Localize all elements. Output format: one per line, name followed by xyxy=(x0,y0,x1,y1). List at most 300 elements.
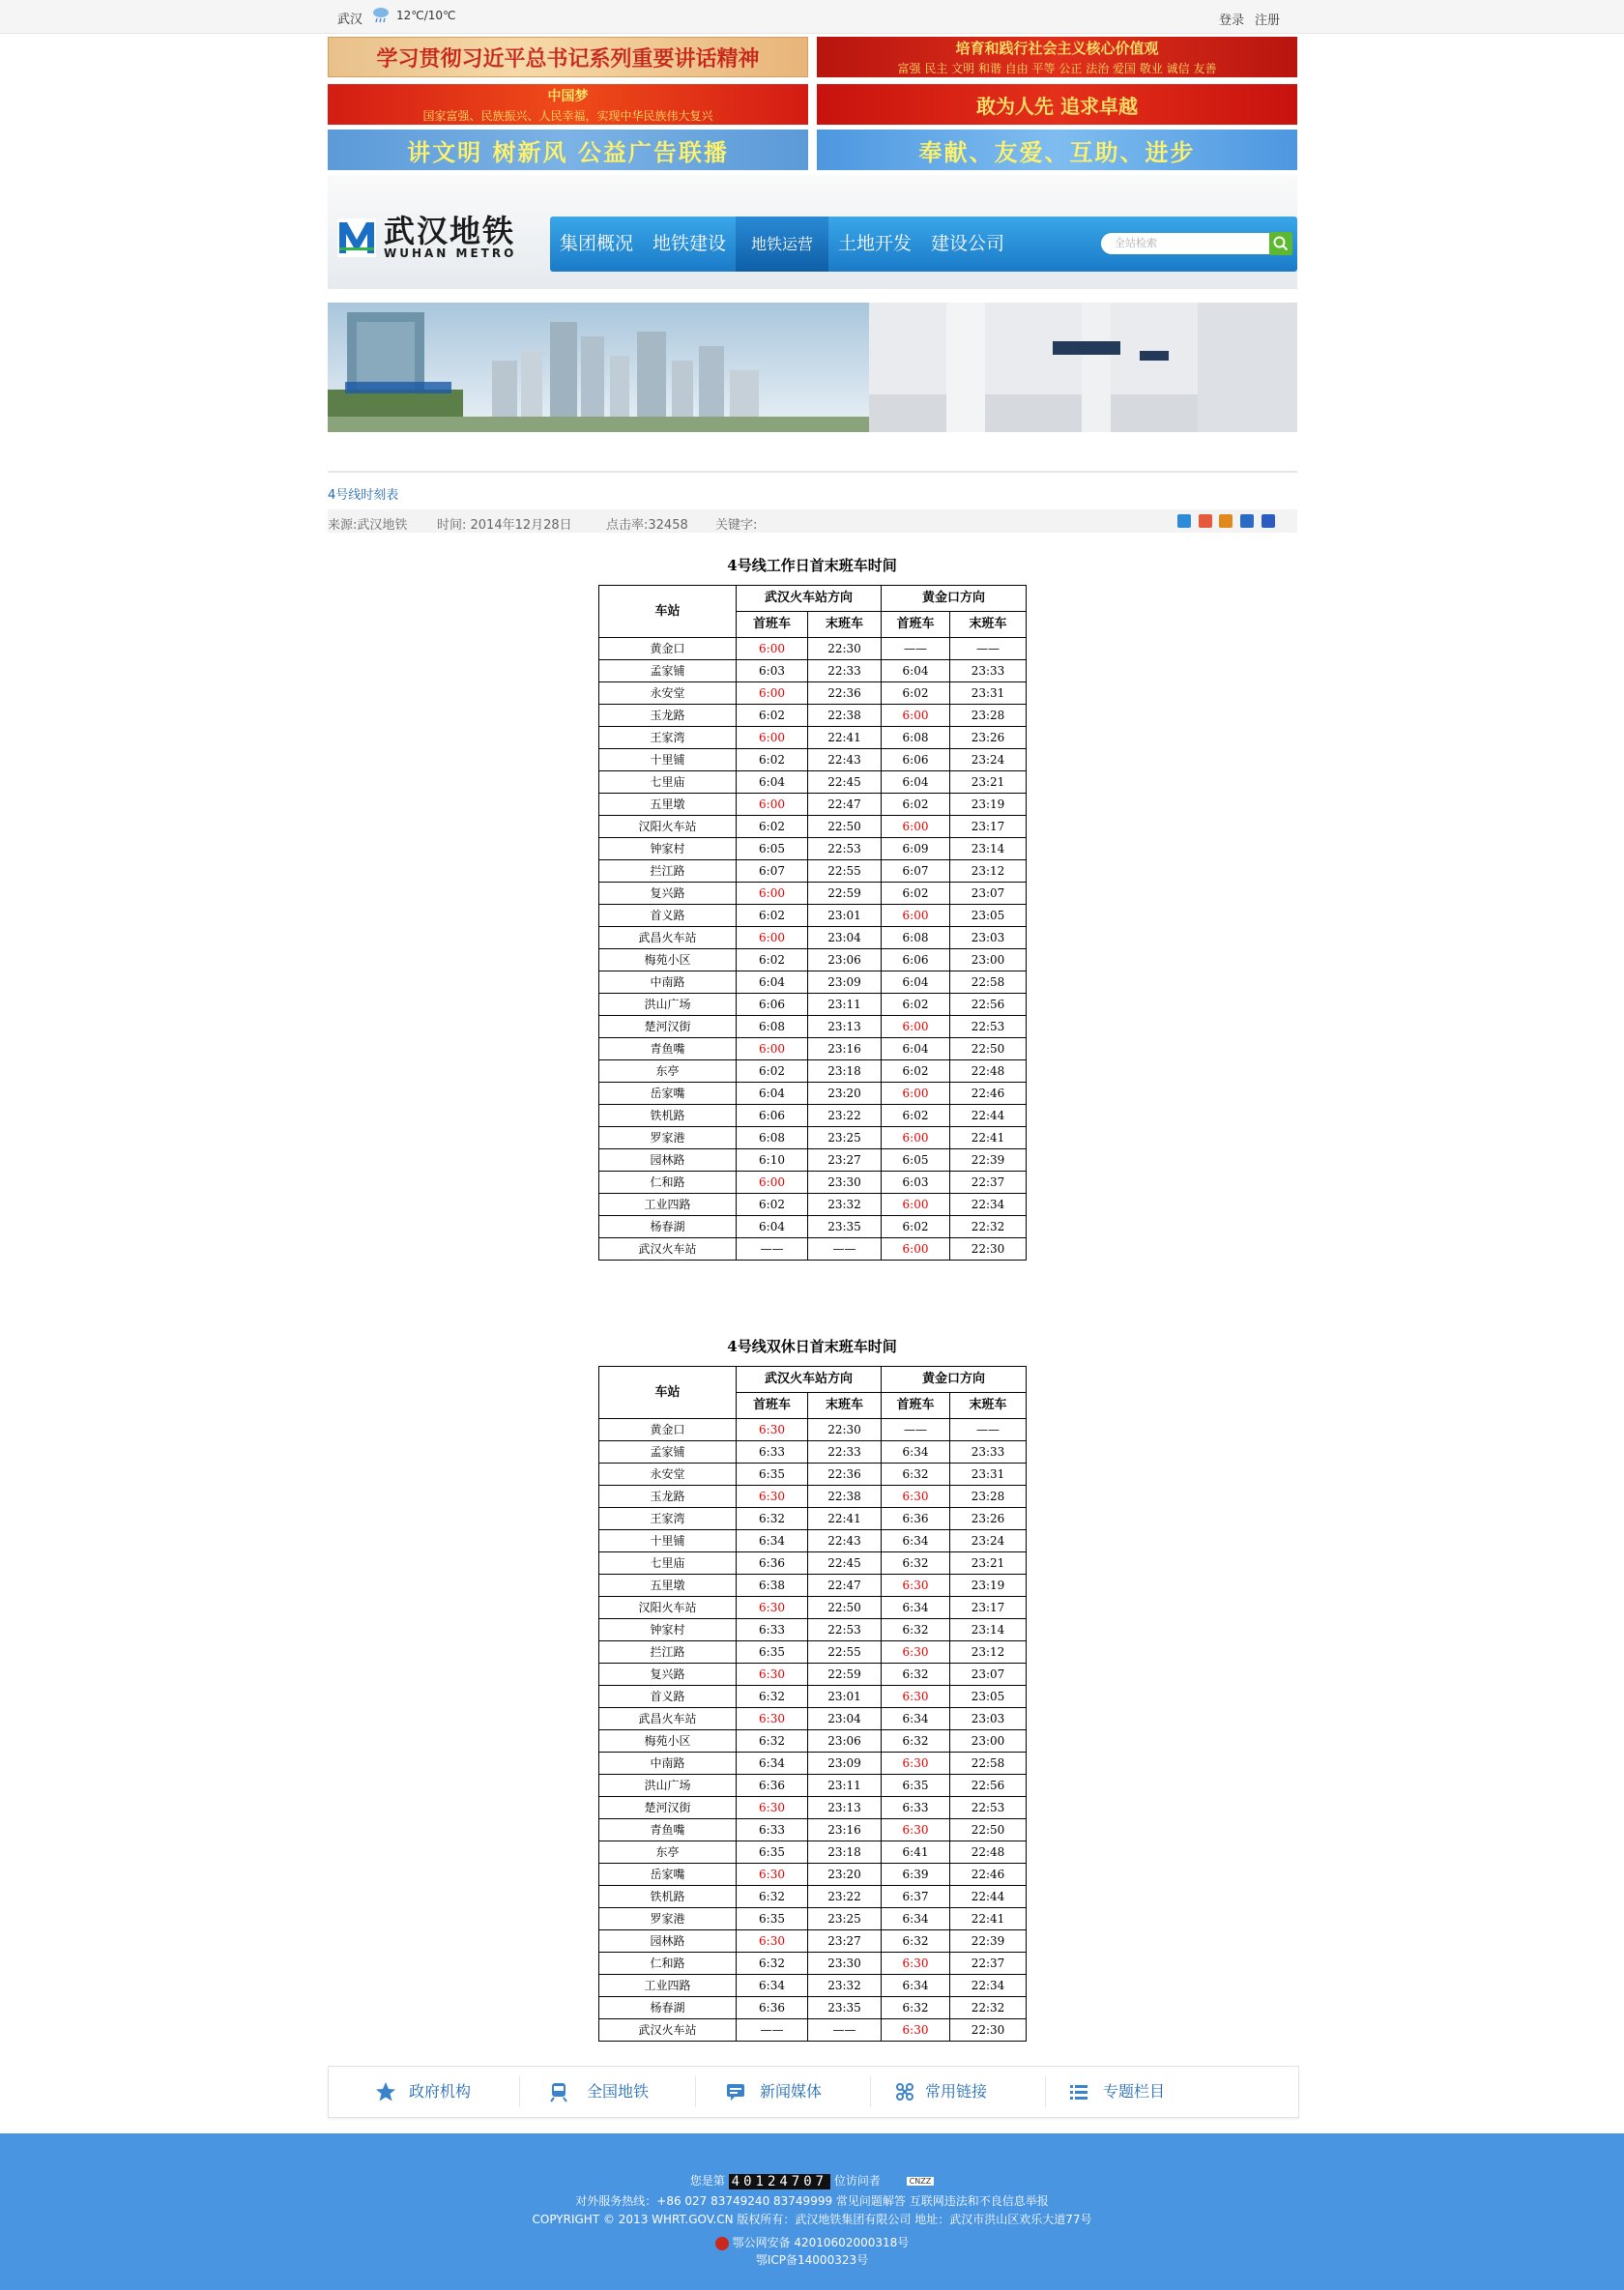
time-cell: 6:02 xyxy=(882,1105,950,1127)
table-row xyxy=(599,994,1027,1016)
time-cell: 22:44 xyxy=(950,1886,1027,1908)
time-cell: 6:34 xyxy=(882,1597,950,1619)
table-row xyxy=(599,1038,1027,1060)
site-logo[interactable] xyxy=(337,213,517,260)
bottom-nav-government[interactable]: 政府机构 xyxy=(409,2082,472,2101)
time-cell: 22:44 xyxy=(950,1105,1027,1127)
time-cell: —— xyxy=(737,1238,808,1261)
first-train-header: 首班车 xyxy=(882,612,950,638)
station-name-cell: 岳家嘴 xyxy=(599,1083,737,1105)
time-cell: 6:33 xyxy=(882,1797,950,1819)
dir-wuhan-station-header: 武汉火车站方向 xyxy=(737,1367,882,1393)
station-name-cell: 复兴路 xyxy=(599,1664,737,1686)
time-cell: 6:02 xyxy=(737,949,808,971)
time-cell: 6:03 xyxy=(737,660,808,682)
time-cell: —— xyxy=(950,638,1027,660)
time-cell: 6:30 xyxy=(882,1575,950,1597)
time-cell: 23:31 xyxy=(950,682,1027,705)
station-name-cell: 罗家港 xyxy=(599,1127,737,1149)
station-name-cell: 汉阳火车站 xyxy=(599,1597,737,1619)
time-cell: 6:02 xyxy=(882,1060,950,1083)
time-cell: 22:30 xyxy=(950,1238,1027,1261)
police-badge-icon xyxy=(715,2237,729,2250)
bottom-nav-special-topics[interactable]: 专题栏目 xyxy=(1103,2082,1166,2101)
time-cell: 22:39 xyxy=(950,1930,1027,1953)
time-cell: 22:38 xyxy=(808,705,882,727)
time-cell: 22:36 xyxy=(808,1464,882,1486)
time-cell: 23:17 xyxy=(950,816,1027,838)
table-row xyxy=(599,1172,1027,1194)
time-cell: 6:00 xyxy=(882,1194,950,1216)
share-qzone-icon[interactable] xyxy=(1177,514,1191,528)
time-cell: 22:41 xyxy=(950,1127,1027,1149)
table-row xyxy=(599,1797,1027,1819)
table-row xyxy=(599,1149,1027,1172)
time-cell: 23:16 xyxy=(808,1038,882,1060)
table-row xyxy=(599,1508,1027,1530)
station-name-cell: 洪山广场 xyxy=(599,1775,737,1797)
table-row xyxy=(599,1060,1027,1083)
station-name-cell: 武汉火车站 xyxy=(599,1238,737,1261)
table-row xyxy=(599,682,1027,705)
time-cell: 23:32 xyxy=(808,1975,882,1997)
time-cell: 23:31 xyxy=(950,1464,1027,1486)
share-renren-icon[interactable] xyxy=(1240,514,1254,528)
station-name-cell: 永安堂 xyxy=(599,1464,737,1486)
banner-wuhan-spirit[interactable] xyxy=(817,84,1297,125)
police-record-line xyxy=(0,2234,1624,2250)
time-cell: 22:37 xyxy=(950,1953,1027,1975)
time-cell: 22:50 xyxy=(808,816,882,838)
copyright: COPYRIGHT © 2013 WHRT.GOV.CN 版权所有：武汉地铁集团有限公司 地址：武汉市洪山区欢乐大道77号 xyxy=(532,2213,1092,2226)
time-cell: 6:02 xyxy=(882,883,950,905)
share-weibo-icon[interactable] xyxy=(1199,514,1212,528)
time-cell: 23:30 xyxy=(808,1172,882,1194)
time-cell: 6:33 xyxy=(737,1441,808,1464)
time-cell: 22:38 xyxy=(808,1486,882,1508)
separator xyxy=(519,2076,520,2107)
station-name-cell: 五里墩 xyxy=(599,1575,737,1597)
dir-wuhan-station-header: 武汉火车站方向 xyxy=(737,586,882,612)
station-name-cell: 青鱼嘴 xyxy=(599,1038,737,1060)
time-cell: 22:50 xyxy=(950,1038,1027,1060)
time-cell: 6:04 xyxy=(737,1216,808,1238)
table-row xyxy=(599,1686,1027,1708)
metro-logo-icon xyxy=(337,218,376,257)
time-cell: 22:56 xyxy=(950,1775,1027,1797)
station-name-cell: 汉阳火车站 xyxy=(599,816,737,838)
time-cell: 23:27 xyxy=(808,1149,882,1172)
time-cell: 22:30 xyxy=(950,2019,1027,2042)
table-row xyxy=(599,1841,1027,1864)
banner-volunteer[interactable] xyxy=(817,130,1297,170)
time-cell: 6:04 xyxy=(882,971,950,994)
time-cell: 23:07 xyxy=(950,883,1027,905)
last-train-header: 末班车 xyxy=(808,1393,882,1419)
table-row xyxy=(599,971,1027,994)
search-icon xyxy=(1269,232,1292,255)
time-cell: 6:30 xyxy=(737,1930,808,1953)
table-row xyxy=(599,638,1027,660)
time-cell: 23:22 xyxy=(808,1105,882,1127)
time-cell: 6:30 xyxy=(882,1953,950,1975)
time-cell: 22:45 xyxy=(808,771,882,794)
station-name-cell: 七里庙 xyxy=(599,771,737,794)
bottom-nav-common-links[interactable]: 常用链接 xyxy=(925,2082,988,2101)
time-cell: 6:05 xyxy=(882,1149,950,1172)
table-row xyxy=(599,1886,1027,1908)
station-name-cell: 十里铺 xyxy=(599,1530,737,1552)
time-cell: 6:30 xyxy=(882,1641,950,1664)
time-cell: 22:45 xyxy=(808,1552,882,1575)
city-and-station-illustration xyxy=(328,303,1297,432)
table-row xyxy=(599,794,1027,816)
table-row xyxy=(599,1619,1027,1641)
time-cell: 22:50 xyxy=(808,1597,882,1619)
time-cell: 6:30 xyxy=(882,1819,950,1841)
station-name-cell: 杨春湖 xyxy=(599,1997,737,2019)
time-cell: 6:30 xyxy=(737,1419,808,1441)
time-cell: 6:32 xyxy=(882,1619,950,1641)
station-name-cell: 梅苑小区 xyxy=(599,949,737,971)
time-cell: 23:17 xyxy=(950,1597,1027,1619)
table-row xyxy=(599,1419,1027,1441)
time-cell: —— xyxy=(882,638,950,660)
time-cell: 23:32 xyxy=(808,1194,882,1216)
time-cell: 6:04 xyxy=(737,971,808,994)
station-name-cell: 楚河汉街 xyxy=(599,1016,737,1038)
station-name-cell: 武昌火车站 xyxy=(599,927,737,949)
first-train-header: 首班车 xyxy=(882,1393,950,1419)
station-header: 车站 xyxy=(599,586,737,638)
time-cell: 23:35 xyxy=(808,1997,882,2019)
time-cell: 22:46 xyxy=(950,1864,1027,1886)
time-cell: 23:16 xyxy=(808,1819,882,1841)
time-cell: 22:36 xyxy=(808,682,882,705)
time-cell: 22:41 xyxy=(808,1508,882,1530)
table-row xyxy=(599,1597,1027,1619)
logo-text-en: WUHAN METRO xyxy=(384,246,517,260)
time-cell: 22:58 xyxy=(950,971,1027,994)
time-cell: 6:02 xyxy=(737,1060,808,1083)
banner-subtitle: 国家富强、民族振兴、人民幸福，实现中华民族伟大复兴 xyxy=(422,108,713,123)
time-cell: 6:08 xyxy=(882,727,950,749)
time-cell: 23:24 xyxy=(950,1530,1027,1552)
time-cell: —— xyxy=(950,1419,1027,1441)
article-meta xyxy=(328,509,1297,533)
time-cell: 22:53 xyxy=(950,1016,1027,1038)
table-row xyxy=(599,771,1027,794)
time-cell: 6:36 xyxy=(737,1997,808,2019)
time-cell: 6:05 xyxy=(737,838,808,860)
time-cell: 6:09 xyxy=(882,838,950,860)
bottom-nav-national-metro[interactable]: 全国地铁 xyxy=(587,2082,650,2101)
station-name-cell: 东亭 xyxy=(599,1060,737,1083)
time-cell: 23:01 xyxy=(808,905,882,927)
time-cell: 6:00 xyxy=(882,905,950,927)
time-cell: 23:33 xyxy=(950,660,1027,682)
time-cell: 22:33 xyxy=(808,660,882,682)
banner-study-speech[interactable] xyxy=(328,37,808,77)
time-cell: 23:00 xyxy=(950,949,1027,971)
icp-record[interactable]: 鄂ICP备14000323号 xyxy=(755,2253,869,2267)
time-cell: 6:32 xyxy=(882,1552,950,1575)
time-cell: 6:34 xyxy=(737,1975,808,1997)
time-cell: 6:00 xyxy=(737,727,808,749)
time-cell: 23:05 xyxy=(950,905,1027,927)
table-row xyxy=(599,1753,1027,1775)
station-name-cell: 首义路 xyxy=(599,1686,737,1708)
station-name-cell: 武昌火车站 xyxy=(599,1708,737,1730)
service-hotline: 对外服务热线：+86 027 83749240 83749999 常见问题解答 互联网违法和不良信息举报 xyxy=(575,2194,1049,2208)
police-record[interactable]: 鄂公网安备 42010602000318号 xyxy=(732,2236,910,2249)
time-cell: 6:04 xyxy=(882,1038,950,1060)
time-cell: 6:41 xyxy=(882,1841,950,1864)
time-cell: 22:47 xyxy=(808,1575,882,1597)
last-train-header: 末班车 xyxy=(950,612,1027,638)
cnzz-badge[interactable]: CNZZ xyxy=(907,2177,935,2186)
table-row xyxy=(599,1730,1027,1753)
article-time: 时间: 2014年12月28日 xyxy=(437,518,572,533)
time-cell: —— xyxy=(808,1238,882,1261)
article-title[interactable]: 4号线时刻表 xyxy=(328,488,399,503)
time-cell: 6:32 xyxy=(737,1953,808,1975)
station-name-cell: 工业四路 xyxy=(599,1194,737,1216)
time-cell: 22:34 xyxy=(950,1975,1027,1997)
time-cell: 6:35 xyxy=(737,1908,808,1930)
time-cell: 6:30 xyxy=(737,1486,808,1508)
table-row xyxy=(599,1708,1027,1730)
table-row xyxy=(599,1930,1027,1953)
station-header: 车站 xyxy=(599,1367,737,1419)
time-cell: 23:20 xyxy=(808,1864,882,1886)
time-cell: 6:30 xyxy=(882,2019,950,2042)
time-cell: 6:00 xyxy=(737,927,808,949)
search-input[interactable]: 全站检索 xyxy=(1101,233,1269,254)
bottom-nav-news-media[interactable]: 新闻媒体 xyxy=(760,2082,823,2101)
main-nav xyxy=(550,217,1297,272)
station-name-cell: 中南路 xyxy=(599,971,737,994)
time-cell: 23:09 xyxy=(808,1753,882,1775)
table-row xyxy=(599,749,1027,771)
time-cell: 6:02 xyxy=(882,994,950,1016)
time-cell: 6:02 xyxy=(882,794,950,816)
nav-metro-operation[interactable]: 地铁运营 xyxy=(736,217,828,272)
bottom-nav xyxy=(328,2066,1299,2118)
banner-text: 奉献、友爱、互助、进步 xyxy=(918,137,1196,166)
table-row xyxy=(599,1441,1027,1464)
station-name-cell: 园林路 xyxy=(599,1930,737,1953)
time-cell: 6:37 xyxy=(882,1886,950,1908)
time-cell: 6:30 xyxy=(737,1664,808,1686)
time-cell: 6:32 xyxy=(882,1730,950,1753)
table-row xyxy=(599,2019,1027,2042)
station-name-cell: 仁和路 xyxy=(599,1953,737,1975)
station-name-cell: 七里庙 xyxy=(599,1552,737,1575)
separator xyxy=(870,2076,871,2107)
nav-group-overview[interactable]: 集团概况 xyxy=(559,233,633,254)
station-name-cell: 杨春湖 xyxy=(599,1216,737,1238)
time-cell: 22:30 xyxy=(808,1419,882,1441)
time-cell: 6:06 xyxy=(882,749,950,771)
search-button[interactable] xyxy=(1269,232,1292,255)
nav-metro-construction[interactable]: 地铁建设 xyxy=(652,233,726,254)
table-row xyxy=(599,1552,1027,1575)
time-cell: 22:46 xyxy=(950,1083,1027,1105)
time-cell: 6:04 xyxy=(737,1083,808,1105)
station-name-cell: 岳家嘴 xyxy=(599,1864,737,1886)
time-cell: 22:32 xyxy=(950,1997,1027,2019)
station-name-cell: 首义路 xyxy=(599,905,737,927)
site-footer xyxy=(0,2133,1624,2290)
time-cell: 6:02 xyxy=(737,905,808,927)
station-name-cell: 铁机路 xyxy=(599,1886,737,1908)
time-cell: 23:11 xyxy=(808,1775,882,1797)
time-cell: 22:50 xyxy=(950,1819,1027,1841)
time-cell: 6:02 xyxy=(737,1194,808,1216)
table-row xyxy=(599,816,1027,838)
time-cell: 23:04 xyxy=(808,1708,882,1730)
time-cell: 6:32 xyxy=(737,1508,808,1530)
register-link[interactable]: 注册 xyxy=(1255,14,1281,28)
time-cell: 23:24 xyxy=(950,749,1027,771)
station-name-cell: 黄金口 xyxy=(599,638,737,660)
time-cell: 6:33 xyxy=(737,1619,808,1641)
time-cell: 22:41 xyxy=(808,727,882,749)
last-train-header: 末班车 xyxy=(950,1393,1027,1419)
nav-land-development[interactable]: 土地开发 xyxy=(837,233,912,254)
time-cell: 23:05 xyxy=(950,1686,1027,1708)
time-cell: 22:41 xyxy=(950,1908,1027,1930)
first-train-header: 首班车 xyxy=(737,612,808,638)
station-name-cell: 孟家铺 xyxy=(599,1441,737,1464)
station-name-cell: 拦江路 xyxy=(599,860,737,883)
time-cell: 22:53 xyxy=(808,838,882,860)
table-row xyxy=(599,660,1027,682)
time-cell: 6:32 xyxy=(882,1664,950,1686)
time-cell: 23:00 xyxy=(950,1730,1027,1753)
banner-text: 学习贯彻习近平总书记系列重要讲话精神 xyxy=(376,45,760,72)
station-name-cell: 玉龙路 xyxy=(599,705,737,727)
time-cell: 22:32 xyxy=(950,1216,1027,1238)
share-qq-icon[interactable] xyxy=(1219,514,1232,528)
visitor-counter-line xyxy=(0,2172,1624,2189)
last-train-header: 末班车 xyxy=(808,612,882,638)
table-row xyxy=(599,1975,1027,1997)
station-name-cell: 玉龙路 xyxy=(599,1486,737,1508)
time-cell: 6:34 xyxy=(737,1753,808,1775)
time-cell: 23:20 xyxy=(808,1083,882,1105)
time-cell: 23:06 xyxy=(808,949,882,971)
table-row xyxy=(599,1083,1027,1105)
station-name-cell: 洪山广场 xyxy=(599,994,737,1016)
list-icon xyxy=(1068,2081,1089,2102)
time-cell: 22:43 xyxy=(808,749,882,771)
time-cell: 23:04 xyxy=(808,927,882,949)
time-cell: 23:13 xyxy=(808,1016,882,1038)
time-cell: 23:21 xyxy=(950,1552,1027,1575)
article-keywords: 关键字: xyxy=(715,518,758,533)
time-cell: 23:12 xyxy=(950,1641,1027,1664)
time-cell: 6:34 xyxy=(882,1530,950,1552)
dir-huangjinkou-header: 黄金口方向 xyxy=(882,1367,1027,1393)
time-cell: 6:33 xyxy=(737,1819,808,1841)
time-cell: 22:37 xyxy=(950,1172,1027,1194)
article-clicks: 点击率:32458 xyxy=(606,518,688,533)
content-divider xyxy=(328,471,1297,473)
time-cell: 22:43 xyxy=(808,1530,882,1552)
time-cell: 23:18 xyxy=(808,1060,882,1083)
time-cell: 6:00 xyxy=(737,638,808,660)
time-cell: 22:58 xyxy=(950,1753,1027,1775)
station-name-cell: 钟家村 xyxy=(599,1619,737,1641)
time-cell: 23:03 xyxy=(950,1708,1027,1730)
time-cell: 22:47 xyxy=(808,794,882,816)
table-row xyxy=(599,1464,1027,1486)
time-cell: 22:34 xyxy=(950,1194,1027,1216)
banner-core-values[interactable] xyxy=(817,37,1297,77)
time-cell: 23:06 xyxy=(808,1730,882,1753)
login-link[interactable]: 登录 xyxy=(1219,14,1245,28)
table-row xyxy=(599,1775,1027,1797)
time-cell: 22:33 xyxy=(808,1441,882,1464)
station-name-cell: 拦江路 xyxy=(599,1641,737,1664)
table-row xyxy=(599,1908,1027,1930)
table-row xyxy=(599,1216,1027,1238)
hero-image xyxy=(328,303,1297,432)
time-cell: 6:02 xyxy=(882,1216,950,1238)
time-cell: 23:13 xyxy=(808,1797,882,1819)
time-cell: 23:14 xyxy=(950,838,1027,860)
weekday-timetable xyxy=(598,585,1027,1261)
time-cell: 22:53 xyxy=(950,1797,1027,1819)
time-cell: 23:22 xyxy=(808,1886,882,1908)
time-cell: 6:00 xyxy=(737,1172,808,1194)
station-name-cell: 罗家港 xyxy=(599,1908,737,1930)
time-cell: 22:30 xyxy=(808,638,882,660)
table-row xyxy=(599,883,1027,905)
station-name-cell: 中南路 xyxy=(599,1753,737,1775)
weekday-table-title: 4号线工作日首末班车时间 xyxy=(727,557,897,574)
station-name-cell: 工业四路 xyxy=(599,1975,737,1997)
banner-china-dream[interactable] xyxy=(328,84,808,125)
nav-construction-company[interactable]: 建设公司 xyxy=(930,233,1004,254)
banner-civilization[interactable] xyxy=(328,130,808,170)
time-cell: 23:09 xyxy=(808,971,882,994)
time-cell: 22:39 xyxy=(950,1149,1027,1172)
time-cell: 6:30 xyxy=(882,1686,950,1708)
time-cell: 6:02 xyxy=(737,749,808,771)
station-name-cell: 武汉火车站 xyxy=(599,2019,737,2042)
time-cell: 6:34 xyxy=(882,1908,950,1930)
table-row xyxy=(599,1238,1027,1261)
share-baidu-icon[interactable] xyxy=(1262,514,1275,528)
time-cell: 22:53 xyxy=(808,1619,882,1641)
time-cell: 23:07 xyxy=(950,1664,1027,1686)
time-cell: 6:02 xyxy=(882,682,950,705)
time-cell: 6:38 xyxy=(737,1575,808,1597)
banner-subtitle: 富强 民主 文明 和谐 自由 平等 公正 法治 爱国 敬业 诚信 友善 xyxy=(897,62,1217,75)
table-row xyxy=(599,949,1027,971)
station-name-cell: 仁和路 xyxy=(599,1172,737,1194)
table-row xyxy=(599,838,1027,860)
time-cell: 6:34 xyxy=(737,1530,808,1552)
time-cell: 23:26 xyxy=(950,1508,1027,1530)
time-cell: 6:00 xyxy=(882,1127,950,1149)
time-cell: 6:06 xyxy=(882,949,950,971)
time-cell: 23:28 xyxy=(950,705,1027,727)
time-cell: 22:59 xyxy=(808,883,882,905)
